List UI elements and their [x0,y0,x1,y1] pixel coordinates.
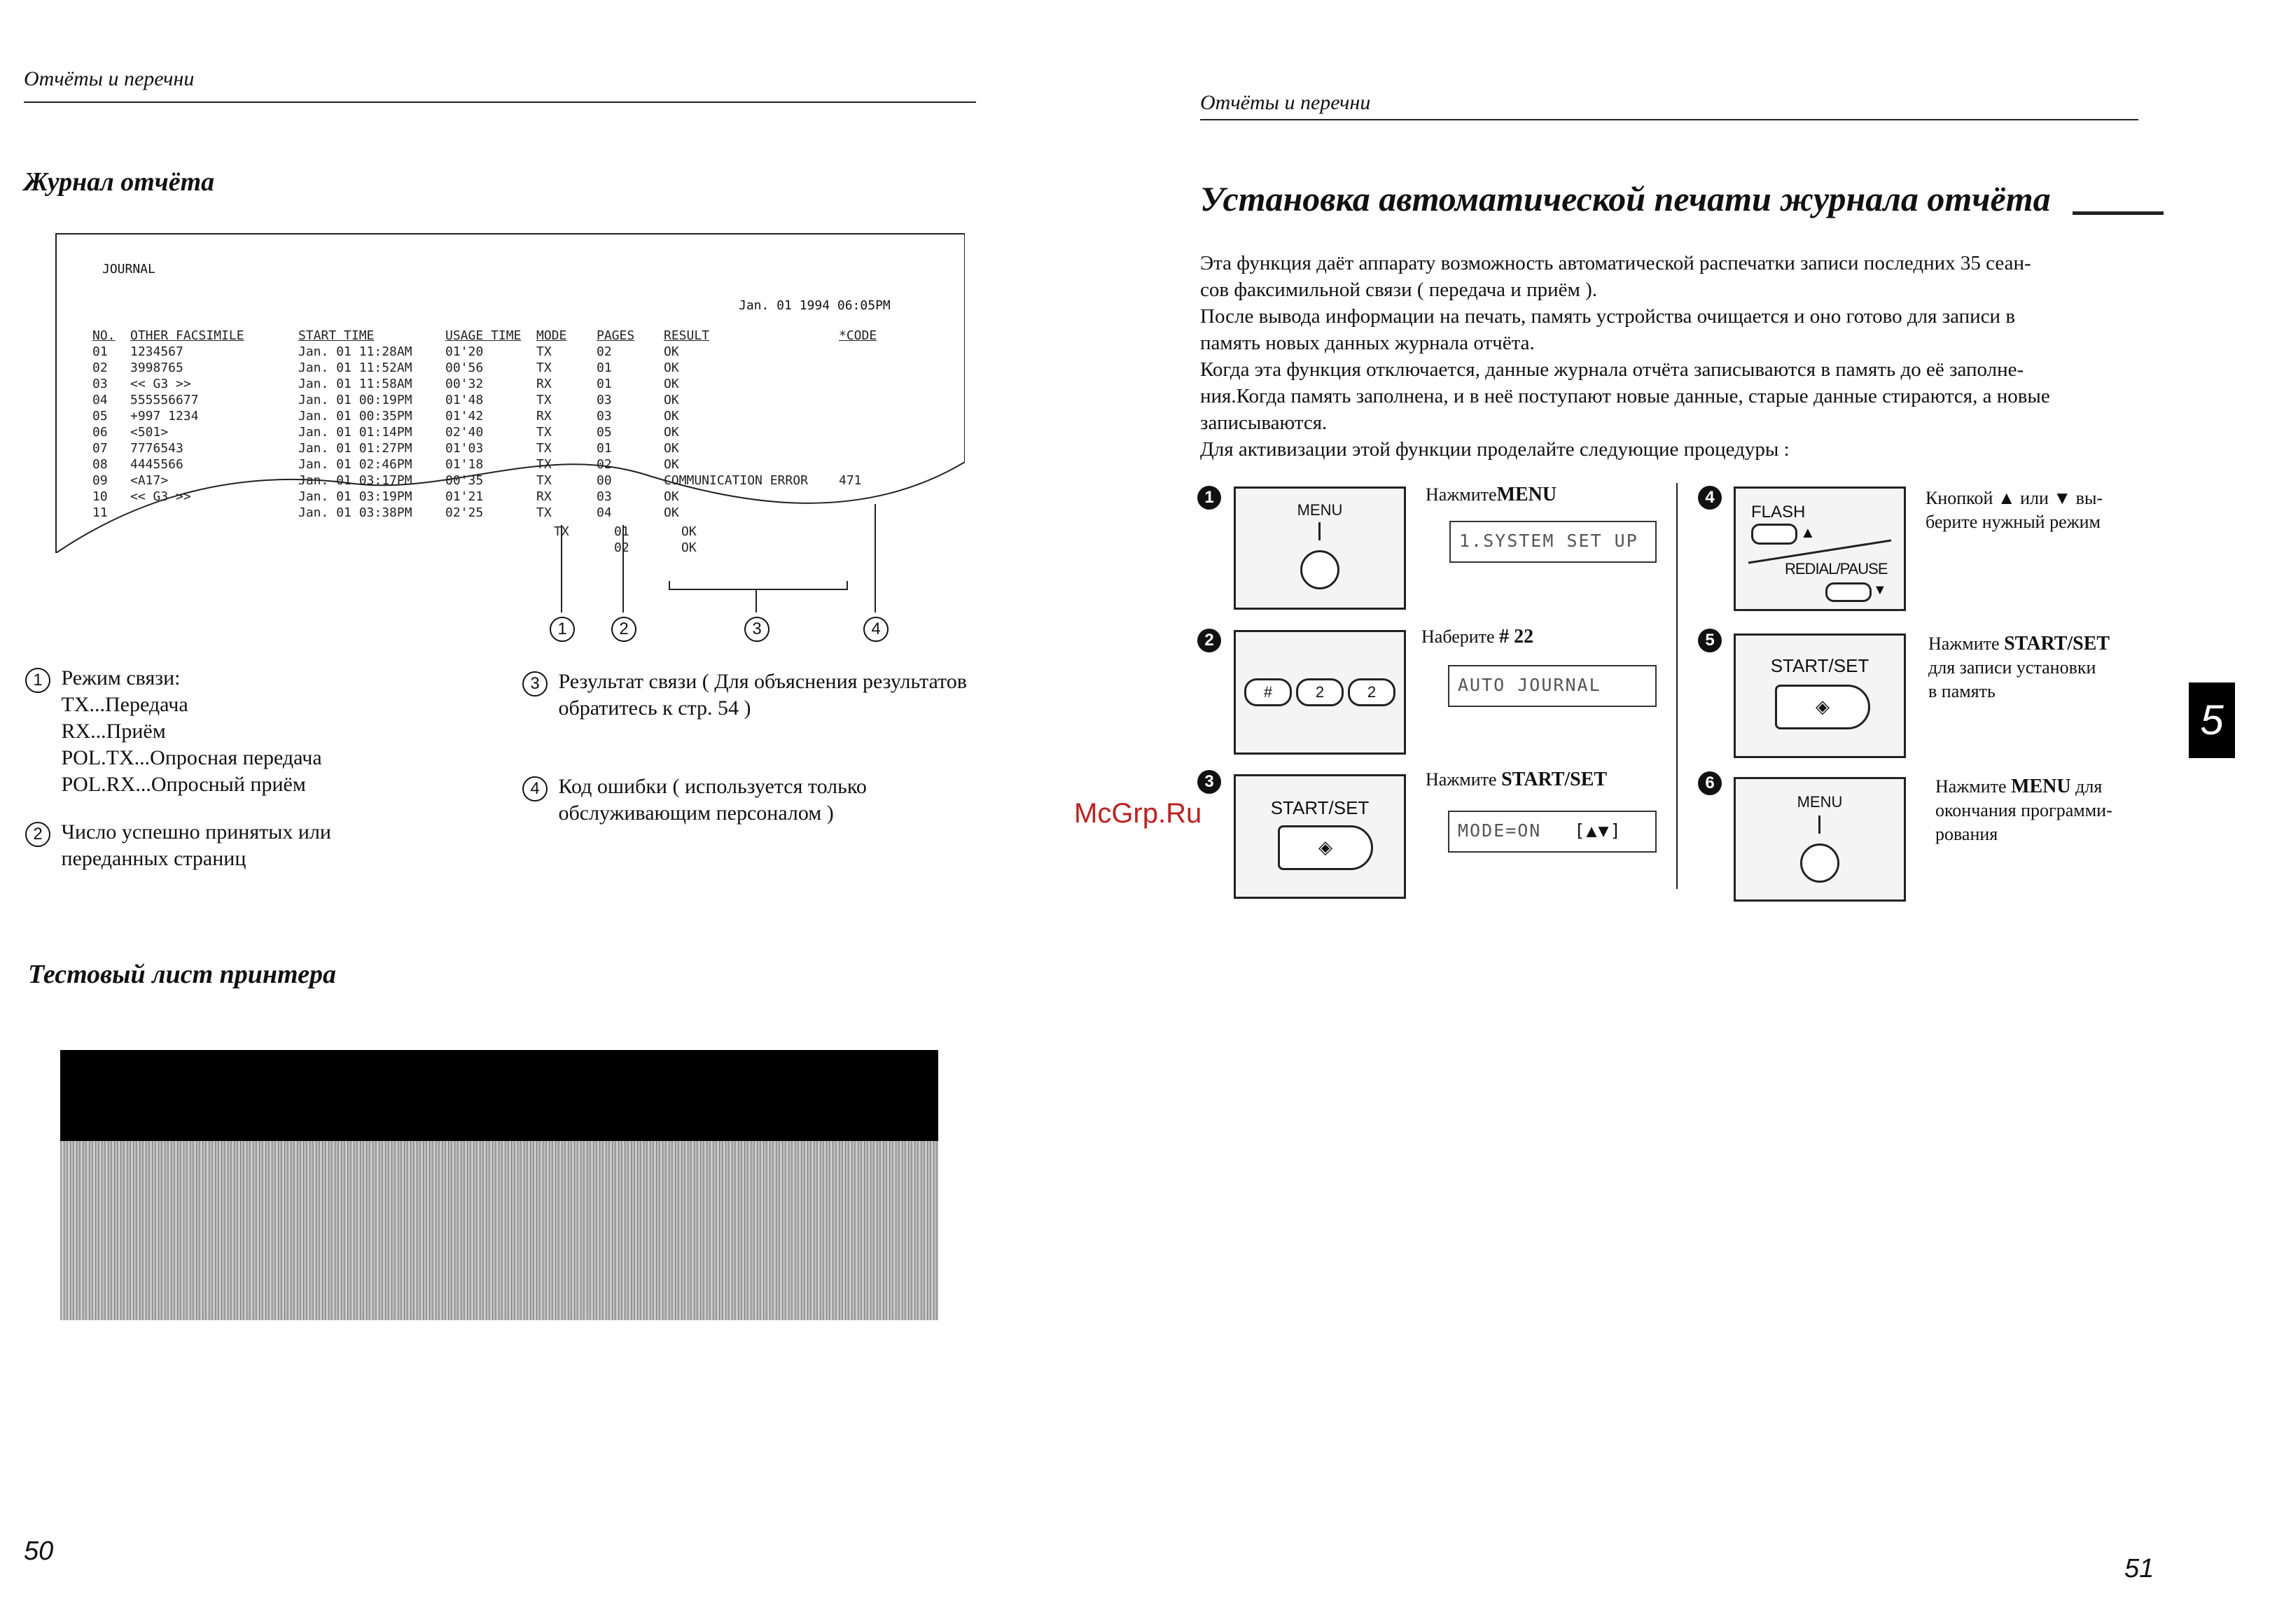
journal-cell: OK [664,393,679,407]
journal-cell: 01 [597,377,612,391]
journal-cell: 01'42 [445,409,484,424]
step-3-panel [1234,774,1406,899]
redial-pause-label: REDIAL/PAUSE [1785,560,1888,578]
legend-1-line: RX...Приём [61,720,166,743]
journal-cell: 07 [92,441,108,456]
step-5-prefix: Нажмите [1928,634,2000,654]
journal-row [92,456,888,472]
journal-cell: Jan. 01 11:52AM [298,360,412,375]
arrow-down-icon: ▼ [1873,582,1887,598]
legend-num-4: 4 [522,776,548,802]
journal-cell: Jan. 01 03:38PM [298,505,412,517]
intro-line: Для активизации этой функции проделайте следующие процедуры : [1200,438,1790,461]
step-1-key: MENU [1496,484,1557,505]
menu-button-icon [1800,844,1839,883]
callout-3: 3 [744,617,770,642]
col-start-time: START TIME [298,328,375,343]
journal-cell: 7776543 [130,441,183,456]
journal-cell: Jan. 01 01:14PM [298,425,412,440]
step-3-key: START/SET [1501,769,1608,790]
journal-cell: 471 [839,473,862,488]
journal-cell: OK [664,409,679,424]
journal-cell: << G3 >> [130,377,191,391]
journal-cell: OK [664,441,679,456]
journal-cell [839,408,888,424]
journal-cell: TX [536,393,552,407]
tail-result-2: OK [681,540,697,555]
legend-item-2 [25,819,331,872]
steps-divider [1676,483,1678,889]
callout-4: 4 [863,617,889,642]
journal-cell: OK [664,457,679,472]
step-1-text [1426,483,1557,507]
intro-line: ния.Когда память заполнена, и в неё поступают новые данные, старые данные стираются, а новые [1200,385,2050,407]
tail-mode-1: TX [554,524,569,539]
journal-row [92,360,888,376]
step-6-panel-label: MENU [1797,793,1843,811]
journal-row [92,440,888,456]
col-other-facsimile: OTHER FACSIMILE [130,328,244,343]
step-5-line: для записи установки [1928,657,2096,678]
journal-cell: TX [536,441,552,456]
step-1-indicator [1318,522,1321,540]
watermark: McGrp.Ru [1074,798,1202,829]
step-5-panel-label: START/SET [1770,655,1869,676]
intro-text [1200,250,2222,463]
journal-cell: 03 [92,377,108,391]
journal-cell [130,505,298,517]
journal-cell: 01'48 [445,393,484,407]
journal-cell: 04 [597,505,612,517]
step-3-prefix: Нажмите [1426,769,1497,790]
running-header-right: Отчёты и перечни [1200,91,1371,114]
step-1-number: 1 [1197,486,1221,510]
journal-cell: OK [664,425,679,440]
journal-cell [839,440,888,456]
start-set-button-icon: ◈ [1278,825,1373,870]
col-mode: MODE [536,328,567,343]
step-6-text [1935,775,2112,846]
page-number-right: 51 [2124,1554,2154,1583]
legend-num-3: 3 [522,671,548,696]
journal-cell: 01'03 [445,441,484,456]
journal-cell: Jan. 01 11:58AM [298,377,412,391]
step-3-lcd-arrows: [▲▼] [1574,820,1622,841]
journal-section-title: Журнал отчёта [24,167,215,197]
journal-cell: << G3 >> [130,489,191,504]
step-5-line: в память [1928,681,1996,701]
journal-cell: Jan. 01 02:46PM [298,457,412,472]
step-3-number: 3 [1197,770,1221,794]
journal-cell [839,489,888,505]
journal-cell: 09 [92,473,108,488]
legend-1-line: TX...Передача [61,693,188,716]
journal-cell: TX [536,360,552,375]
legend-item-3 [522,668,967,722]
journal-table-clip [92,328,961,517]
col-code: *CODE [839,328,877,343]
journal-cell: OK [664,360,679,375]
journal-cell: COMMUNICATION ERROR [664,473,808,488]
step-5-number: 5 [1698,629,1722,652]
redial-button-icon [1825,582,1872,602]
journal-cell: OK [664,377,679,391]
header-rule-left [24,102,976,103]
journal-header-row [92,328,888,344]
step-1-prefix: Нажмите [1426,484,1497,505]
journal-cell: 06 [92,425,108,440]
journal-cell: RX [536,409,552,424]
legend-1-line: Режим связи: [61,666,181,690]
journal-date: Jan. 01 1994 06:05PM [739,298,891,313]
step-6-panel [1734,777,1906,902]
step-4-line: Кнопкой ▲ или ▼ вы- [1926,488,2103,508]
chapter-tab: 5 [2189,682,2235,758]
journal-cell: TX [536,457,552,472]
step-1-panel-label: MENU [1297,501,1343,519]
journal-cell: Jan. 01 01:27PM [298,441,412,456]
step-5-panel [1734,634,1906,758]
step-2-key: # 22 [1499,626,1534,648]
col-pages: PAGES [597,328,635,343]
running-header-left: Отчёты и перечни [24,67,195,90]
journal-cell: 01 [597,441,612,456]
journal-cell: 00'35 [445,473,484,488]
journal-cell: 01'20 [445,344,484,359]
journal-cell: TX [536,344,552,359]
journal-cell: RX [536,377,552,391]
step-5-text [1928,632,2110,704]
intro-line: После вывода информации на печать, память устройства очищается и оно готово для записи в [1200,305,2016,328]
step-5-key: START/SET [2004,633,2110,654]
journal-row [92,392,888,408]
title-underline [2073,211,2164,215]
step-2-lcd: AUTO JOURNAL [1448,665,1657,707]
journal-cell [839,392,888,408]
journal-cell: 05 [92,409,108,424]
journal-cell: <501> [130,425,169,440]
journal-cell: TX [536,473,552,488]
col-usage-time: USAGE TIME [445,328,522,343]
step-6-indicator [1818,816,1820,834]
intro-line: Когда эта функция отключается, данные журнала отчёта записываются в память до её заполне- [1200,358,2024,381]
journal-cell: 01 [597,360,612,375]
legend-4-line: обслуживающим персоналом ) [558,802,834,825]
journal-cell: 3998765 [130,360,183,375]
journal-cell [839,376,888,392]
journal-cell: 02 [597,344,612,359]
journal-cell: OK [664,344,679,359]
tail-result-1: OK [681,524,697,539]
page-number-left: 50 [24,1536,54,1566]
step-4-line: берите нужный режим [1926,512,2101,532]
journal-cell: 02'40 [445,425,484,440]
journal-cell: Jan. 01 00:35PM [298,409,412,424]
callout-2: 2 [611,617,636,642]
tail-pages-1: 01 [614,524,629,539]
start-set-button-icon: ◈ [1775,685,1870,729]
journal-cell: Jan. 01 03:17PM [298,473,412,488]
step-2-number: 2 [1197,629,1221,652]
journal-cell: OK [664,489,679,504]
journal-cell [839,344,888,360]
legend-num-2: 2 [25,822,50,847]
header-rule-right [1200,119,2138,120]
journal-cell: TX [536,425,552,440]
legend-3-line: обратитесь к стр. 54 ) [558,696,751,720]
legend-1-line: POL.RX...Опросный приём [61,773,306,796]
menu-button-icon [1300,550,1339,589]
test-sheet-noise-area [60,1141,938,1320]
journal-cell: 00 [597,473,612,488]
step-1-lcd: 1.SYSTEM SET UP [1449,521,1657,563]
journal-cell: 02 [92,360,108,375]
journal-heading: JOURNAL [102,262,155,276]
journal-cell: 02 [597,457,612,472]
step-3-panel-label: START/SET [1270,797,1370,818]
step-6-line: окончания программи- [1935,800,2112,820]
journal-cell: 11 [92,505,108,517]
step-2-text [1421,625,1533,649]
step-6-prefix: Нажмите [1935,776,2007,797]
test-sheet-title: Тестовый лист принтера [28,960,336,989]
step-6-number: 6 [1698,771,1722,795]
journal-cell: 555556677 [130,393,199,407]
intro-line: Эта функция даёт аппарату возможность автоматической распечатки записи последних 35 сеан- [1200,252,2031,274]
journal-cell [839,360,888,376]
legend-3-line: Результат связи ( Для объяснения результатов [558,670,967,693]
intro-line: записываются. [1200,412,1328,434]
hash-key-icon: # [1244,678,1292,706]
journal-cell: 03 [597,409,612,424]
journal-row [92,472,888,489]
journal-cell: 00'56 [445,360,484,375]
digit-2-key-icon: 2 [1296,678,1344,706]
intro-line: память новых данных журнала отчёта. [1200,332,1535,354]
legend-item-4 [522,774,867,827]
journal-table [92,328,888,517]
step-2-panel [1234,630,1406,755]
journal-cell: 10 [92,489,108,504]
journal-cell: 04 [92,393,108,407]
step-4-number: 4 [1698,486,1722,510]
journal-cell: 03 [597,489,612,504]
journal-cell: 08 [92,457,108,472]
step-6-line: рования [1935,824,1998,844]
journal-cell: +997 1234 [130,409,199,424]
journal-row [92,408,888,424]
col-result: RESULT [664,328,710,343]
step-4-panel [1734,486,1906,611]
legend-num-1: 1 [25,668,50,693]
callout-1: 1 [550,617,575,642]
legend-1-line: POL.TX...Опросная передача [61,746,322,769]
journal-cell: 01 [92,344,108,359]
arrow-up-icon: ▲ [1800,524,1816,541]
journal-cell: 01'18 [445,457,484,472]
journal-cell: 03 [597,393,612,407]
step-4-text [1926,486,2103,534]
legend-2-line: Число успешно принятых или [61,820,331,844]
journal-cell: Jan. 01 11:28AM [298,344,412,359]
journal-cell [839,424,888,440]
journal-row [92,424,888,440]
step-3-lcd-mode: MODE=ON [1458,820,1542,841]
journal-cell: <A17> [130,473,169,488]
legend-2-line: переданных страниц [61,847,246,870]
step-3-text [1426,768,1607,792]
intro-line: сов факсимильной связи ( передача и приём ). [1200,279,1597,301]
journal-row [92,344,888,360]
journal-cell: 00'32 [445,377,484,391]
digit-2-key-icon: 2 [1348,678,1395,706]
journal-cell: Jan. 01 00:19PM [298,393,412,407]
step-6-suffix: для [2075,776,2103,797]
flash-label: FLASH [1751,503,1806,522]
journal-body [92,344,888,517]
step-1-panel [1234,486,1406,610]
legend-item-1 [25,665,322,798]
step-2-prefix: Наберите [1421,626,1495,647]
journal-cell: 02'25 [445,505,484,517]
journal-row [92,376,888,392]
journal-cell: RX [536,489,552,504]
journal-row [92,489,888,505]
section-title: Установка автоматической печати журнала отчёта [1200,179,2051,218]
step-6-key: MENU [2011,776,2071,797]
journal-cell: 01'21 [445,489,484,504]
legend-4-line: Код ошибки ( используется только [558,775,867,798]
journal-cell [839,456,888,472]
col-no: NO. [92,328,116,343]
journal-cell: 05 [597,425,612,440]
journal-cell: Jan. 01 03:19PM [298,489,412,504]
journal-cell: TX [536,505,552,517]
journal-cell: 1234567 [130,344,183,359]
journal-cell: OK [664,505,679,517]
test-sheet-black-band [60,1050,938,1141]
journal-cell: 4445566 [130,457,183,472]
step-3-lcd [1448,811,1657,853]
tail-pages-2: 02 [614,540,629,555]
